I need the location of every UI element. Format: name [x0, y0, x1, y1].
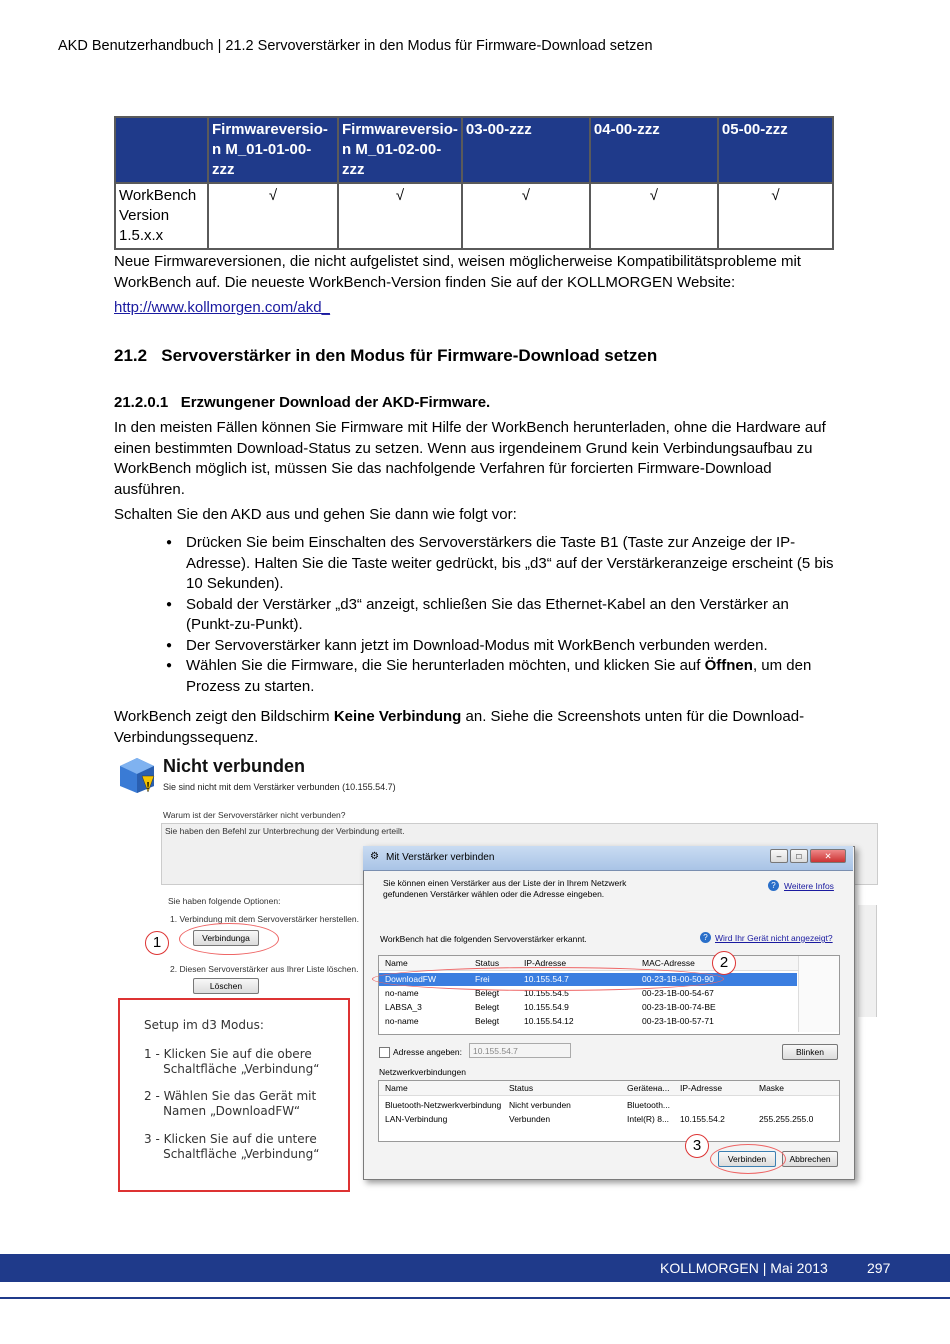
cell: 255.255.255.0	[759, 1114, 814, 1124]
check-mark: √	[718, 183, 833, 249]
footer-text: KOLLMORGEN | Mai 2013	[660, 1260, 828, 1276]
table-header-cell: Firmwareversio- n M_01-01-00- zzz	[208, 117, 338, 183]
cell: Nicht verbunden	[509, 1100, 571, 1110]
why-label: Warum ist der Servoverstärker nicht verbunden?	[163, 810, 346, 820]
maximize-button[interactable]: □	[790, 849, 808, 863]
cell: LAN-Verbindung	[385, 1114, 448, 1124]
delete-button[interactable]: Löschen	[193, 978, 259, 994]
compat-note: Neue Firmwareversionen, die nicht aufgelistet sind, weisen möglicherweise Kompatibilitätsprobleme mit WorkBench auf. Die neueste WorkBench-Version finden Sie auf der KOLLMORGEN Website:	[114, 253, 801, 291]
cell: 10.155.54.7	[524, 974, 569, 984]
cell: Belegt	[475, 988, 500, 998]
cell: LABSA_3	[385, 1002, 422, 1012]
list-item[interactable]	[379, 1113, 839, 1126]
cell: 10.155.54.2	[680, 1114, 725, 1124]
running-header: AKD Benutzerhandbuch | 21.2 Servoverstärker in den Modus für Firmware-Download setzen	[58, 38, 653, 54]
col-header: Geräteна...	[627, 1083, 670, 1093]
cell: no-name	[385, 1016, 419, 1026]
steps-list	[164, 533, 834, 697]
section-title: 21.2 Servoverstärker in den Modus für Firmware-Download setzen	[114, 346, 658, 365]
option-1-text: 1. Verbindung mit dem Servoverstärker herstellen.	[170, 914, 359, 924]
device-not-shown-link[interactable]: Wird Ihr Gerät nicht angezeigt?	[715, 933, 833, 943]
col-header: IP-Adresse	[524, 958, 567, 968]
compatibility-table	[114, 116, 834, 250]
bullet4-bold: Öffnen	[704, 657, 753, 674]
col-header: Status	[509, 1083, 534, 1093]
list-item: ● Sobald der Verstärker „d3“ anzeigt, schließen Sie das Ethernet-Kabel an den Verstärker an (Punkt-zu-Punkt).	[164, 595, 834, 636]
subsection-title: 21.2.0.1 Erzwungener Download der AKD-Firmware.	[114, 394, 491, 411]
reason-text: Sie haben den Befehl zur Unterbrechung der Verbindung erteilt.	[165, 826, 405, 836]
address-checkbox[interactable]	[379, 1047, 390, 1058]
col-header: Status	[475, 958, 500, 968]
intro-paragraph: In den meisten Fällen können Sie Firmware mit Hilfe der WorkBench herunterladen, ohne die Hardware auf einen bestimmten Download-Status zu setzen. Wenn aus irgendeinem Grund kein Verbindungsaufbau zu WorkBench möglich ist, müssen Sie das nachfolgende Verfahren für forcierten Firmware-Download ausführen.	[114, 419, 826, 498]
options-label: Sie haben folgende Optionen:	[168, 896, 281, 906]
list-item[interactable]	[379, 1099, 839, 1112]
cell: Belegt	[475, 1002, 500, 1012]
col-header: Maske	[759, 1083, 785, 1093]
address-input[interactable]: 10.155.54.7	[469, 1043, 571, 1058]
highlight-oval	[179, 923, 279, 955]
table-header-cell: 04-00-zzz	[590, 117, 718, 183]
bullet4-text: Wählen Sie die Firmware, die Sie herunterladen möchten, und klicken Sie auf	[186, 657, 705, 674]
page-number: 297	[867, 1260, 891, 1276]
option-2-text: 2. Diesen Servoverstärker aus Ihrer Liste löschen.	[170, 964, 359, 974]
cell: Bluetooth-Netzwerkverbindung	[385, 1100, 502, 1110]
connect-top-button[interactable]: Verbindunga	[193, 930, 259, 946]
check-mark: √	[462, 183, 590, 249]
not-connected-title: Nicht verbunden	[163, 756, 306, 776]
connect-button[interactable]: Verbinden	[718, 1151, 776, 1167]
list-item[interactable]	[379, 1001, 797, 1014]
dialog-intro: Sie können einen Verstärker aus der Liste der in Ihrem Netzwerk gefundenen Verstärker wählen oder die Adresse eingeben.	[383, 878, 627, 899]
steps-title: Setup im d3 Modus:	[144, 1018, 264, 1032]
highlight-oval	[710, 1144, 786, 1174]
list-header	[379, 1081, 839, 1096]
table-row	[115, 183, 833, 249]
address-label: Adresse angeben:	[393, 1047, 462, 1057]
found-label: WorkBench hat die folgenden Servoverstärker erkannt.	[380, 934, 587, 944]
para3-text: WorkBench zeigt den Bildschirm	[114, 708, 334, 725]
cell: Bluetooth...	[627, 1100, 671, 1110]
bullet4-end: , um den Prozess zu starten.	[186, 657, 812, 695]
close-button[interactable]: ✕	[810, 849, 846, 863]
cell: Frei	[475, 974, 490, 984]
blink-button[interactable]: Blinken	[782, 1044, 838, 1060]
table-header-cell: 05-00-zzz	[718, 117, 833, 183]
closing-paragraph	[114, 707, 834, 748]
kollmorgen-link[interactable]: http://www.kollmorgen.com/akd_	[114, 299, 330, 316]
table-header-cell	[115, 117, 208, 183]
svg-text:!: !	[146, 781, 150, 792]
not-connected-subtitle: Sie sind nicht mit dem Verstärker verbunden (10.155.54.7)	[163, 782, 396, 792]
para3-end: an. Siehe die Screenshots unten für die Download-Verbindungssequenz.	[114, 708, 805, 746]
col-header: Name	[385, 1083, 408, 1093]
cell: no-name	[385, 988, 419, 998]
cell: 00-23-1B-00-57-71	[642, 1016, 714, 1026]
list-scroll-area	[798, 956, 839, 1032]
footer-bar	[0, 1254, 950, 1282]
step-2: 2 - Wählen Sie das Gerät mit Namen „DownloadFW“	[144, 1089, 317, 1118]
network-list	[378, 1080, 840, 1142]
check-mark: √	[338, 183, 462, 249]
cell: 00-23-1B-00-74-BE	[642, 1002, 716, 1012]
check-mark: √	[590, 183, 718, 249]
list-item: ● Drücken Sie beim Einschalten des Servoverstärkers die Taste B1 (Taste zur Anzeige der IP-Adresse). Halten Sie die Taste weiter gedrückt, bis „d3“ auf der Verstärkeranzeige erscheint (5 bis 10 Sekunden).	[164, 533, 834, 595]
cell: DownloadFW	[385, 974, 437, 984]
table-header-cell: 03-00-zzz	[462, 117, 590, 183]
cell: 10.155.54.12	[524, 1016, 574, 1026]
step-3: 3 - Klicken Sie auf die untere Schaltfläche „Verbindung“	[144, 1132, 320, 1161]
link-paragraph	[114, 298, 834, 319]
background-window-edge	[858, 905, 877, 1017]
para3-bold: Keine Verbindung	[333, 708, 462, 725]
step-marker-2: 2	[712, 951, 736, 975]
cell: Belegt	[475, 1016, 500, 1026]
instructions-box	[118, 998, 350, 1192]
check-mark: √	[208, 183, 338, 249]
cancel-button[interactable]: Abbrechen	[782, 1151, 838, 1167]
col-header: IP-Adresse	[680, 1083, 723, 1093]
instruction-paragraph: Schalten Sie den AKD aus und gehen Sie dann wie folgt vor:	[114, 506, 517, 523]
cell: 00-23-1B-00-50-90	[642, 974, 714, 984]
footer-rule	[0, 1297, 950, 1299]
step-marker-3: 3	[685, 1134, 709, 1158]
warning-cube-icon	[118, 756, 156, 794]
list-item	[164, 656, 834, 697]
cell: 10.155.54.5	[524, 988, 569, 998]
col-header: MAC-Adresse	[642, 958, 695, 968]
dialog-title: Mit Verstärker verbinden	[386, 852, 495, 863]
list-item[interactable]	[379, 1015, 797, 1028]
cell: 00-23-1B-00-54-67	[642, 988, 714, 998]
cell: Verbunden	[509, 1114, 551, 1124]
help-icon: ?	[700, 932, 711, 943]
highlight-oval	[372, 967, 724, 991]
table-header-cell: Firmwareversio- n M_01-02-00- zzz	[338, 117, 462, 183]
table-header-row	[115, 117, 833, 183]
more-info-link[interactable]: Weitere Infos	[784, 881, 834, 891]
row-label: WorkBench Version 1.5.x.x	[115, 183, 208, 249]
dialog-app-icon: ⚙	[370, 851, 379, 862]
help-icon: ?	[768, 880, 779, 891]
col-header: Name	[385, 958, 408, 968]
list-item: ● Der Servoverstärker kann jetzt im Download-Modus mit WorkBench verbunden werden.	[164, 636, 834, 657]
step-marker-1: 1	[145, 931, 169, 955]
minimize-button[interactable]: –	[770, 849, 788, 863]
network-label: Netzwerkverbindungen	[379, 1067, 466, 1077]
cell: Intel(R) 8...	[627, 1114, 670, 1124]
cell: 10.155.54.9	[524, 1002, 569, 1012]
step-1: 1 - Klicken Sie auf die obere Schaltfläche „Verbindung“	[144, 1047, 320, 1076]
